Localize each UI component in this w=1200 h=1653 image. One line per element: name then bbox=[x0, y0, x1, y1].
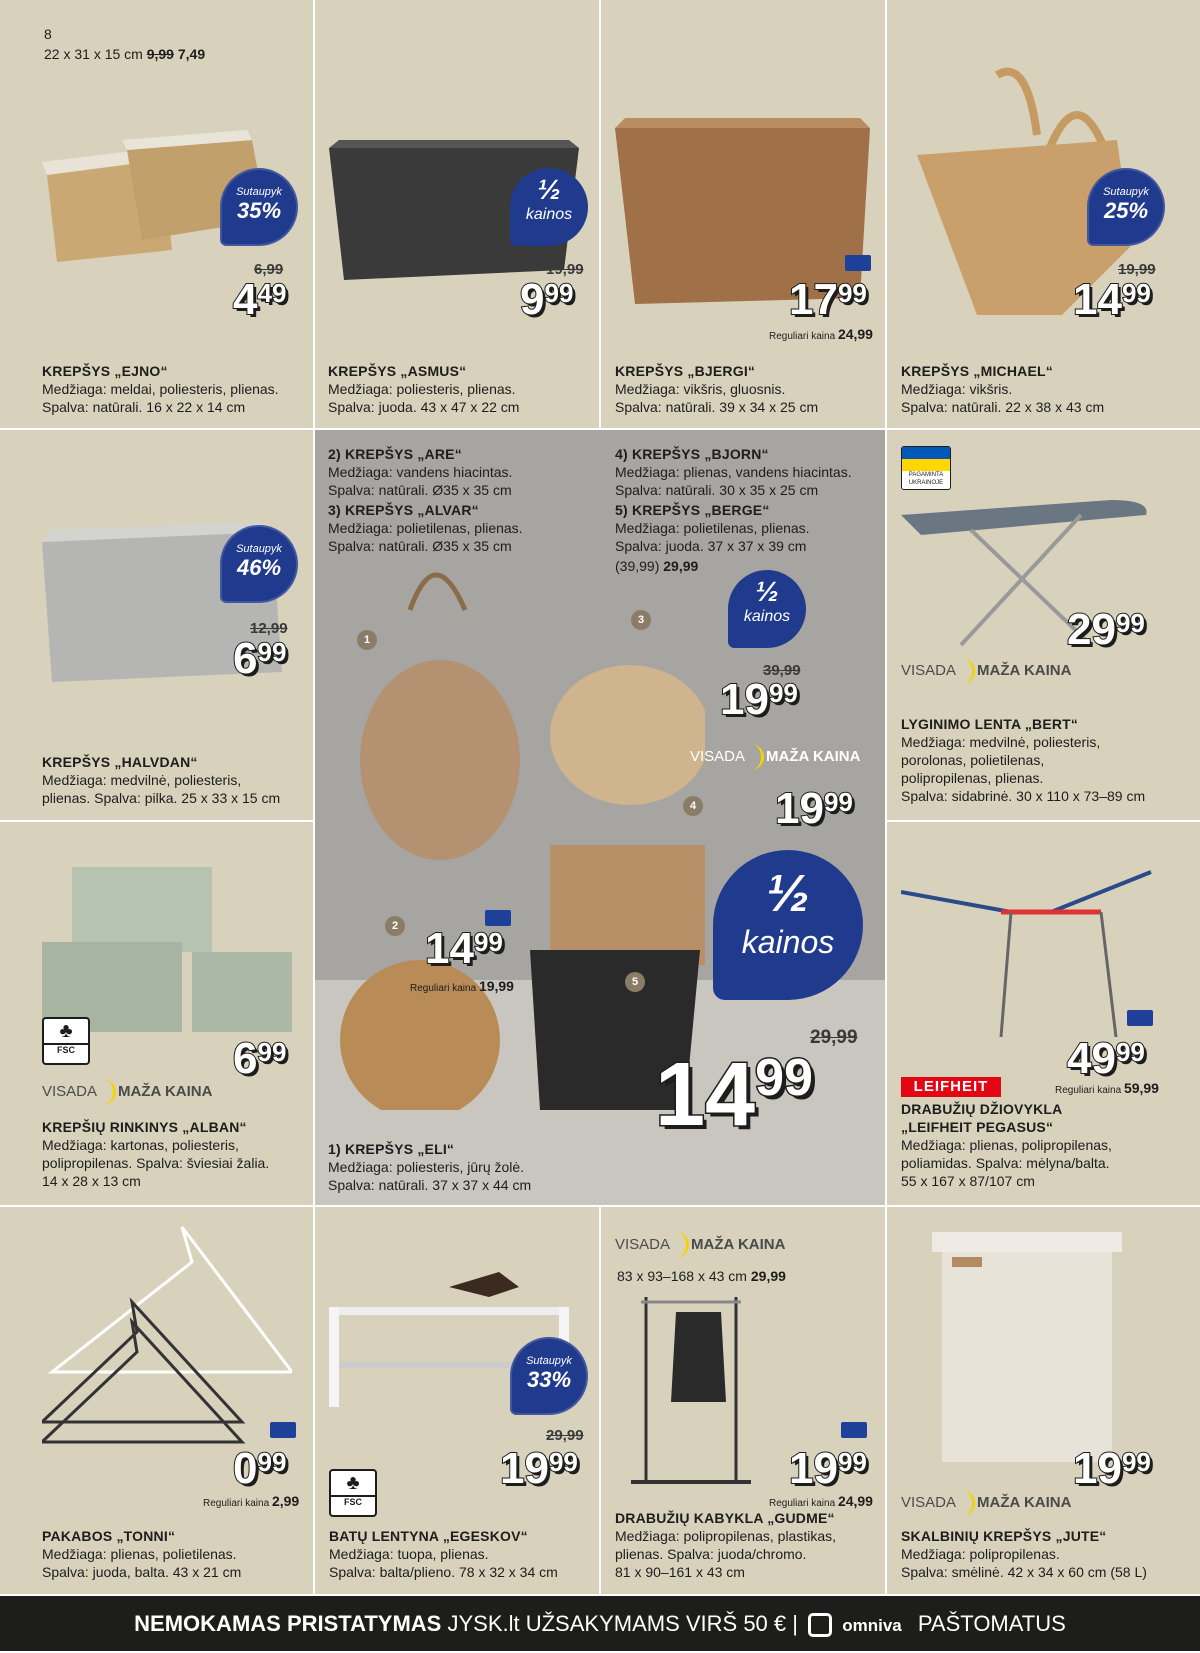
price-cents: 49 bbox=[257, 278, 287, 308]
bjorn-name: 4) KREPŠYS „BJORN“ bbox=[615, 446, 769, 462]
badge-label: Sutaupyk bbox=[236, 186, 282, 198]
price-cents: 99 bbox=[1115, 608, 1145, 638]
price-int: 0 bbox=[233, 1444, 258, 1493]
price-int: 9 bbox=[520, 275, 545, 324]
are-name: 2) KREPŠYS „ARE“ bbox=[328, 446, 462, 462]
regular-price bbox=[1055, 1080, 1159, 1096]
price-cents: 99 bbox=[257, 1447, 287, 1477]
half-fraction: ½ bbox=[766, 865, 810, 923]
footer-brand: omniva bbox=[842, 1616, 902, 1635]
visada-text: VISADA bbox=[901, 661, 957, 679]
badge-percent: 25% bbox=[1103, 198, 1149, 223]
fsc-logo bbox=[329, 1469, 377, 1517]
discount-badge bbox=[220, 168, 298, 246]
product-desc: Medžiaga: plienas, polipropilenas, poliamidas. Spalva: mėlyna/balta. 55 x 167 x 87/107 cm bbox=[901, 1137, 1112, 1189]
price-int: 6 bbox=[233, 634, 258, 683]
clothes-rack-image bbox=[631, 1292, 751, 1502]
price-int: 19 bbox=[1073, 1444, 1122, 1493]
price-cents: 99 bbox=[755, 1049, 813, 1107]
flag-yellow bbox=[902, 459, 950, 471]
price-int: 14 bbox=[425, 924, 474, 973]
eli-desc: Medžiaga: poliesteris, jūrų žolė. Spalva: natūrali. 37 x 37 x 44 cm bbox=[328, 1159, 532, 1193]
price bbox=[1067, 605, 1145, 654]
half-fraction: ½ bbox=[537, 174, 561, 205]
marker-5: 5 bbox=[625, 972, 645, 992]
alvar-desc: Medžiaga: polietilenas, plienas. Spalva: natūrali. Ø35 x 35 cm bbox=[328, 520, 523, 554]
omniva-icon bbox=[808, 1613, 832, 1637]
flag-blue bbox=[902, 447, 950, 459]
leifheit-logo: LEIFHEIT bbox=[901, 1077, 1001, 1097]
price bbox=[1073, 1444, 1151, 1493]
old-price: 29,99 bbox=[546, 1427, 584, 1444]
visada-maza-kaina bbox=[901, 658, 1071, 684]
product-desc: Medžiaga: tuopa, plienas. Spalva: balta/plieno. 78 x 32 x 34 cm bbox=[329, 1546, 558, 1580]
product-name: KREPŠYS „BJERGI“ bbox=[615, 363, 756, 379]
regular-label: Reguliari kaina bbox=[769, 331, 836, 342]
footer-text: JYSK.lt UŽSAKYMAMS VIRŠ 50 € | bbox=[447, 1611, 798, 1636]
price-cents: 99 bbox=[837, 1447, 867, 1477]
price-cents: 99 bbox=[823, 787, 853, 817]
badge-percent: 33% bbox=[526, 1367, 572, 1392]
price-int: 19 bbox=[500, 1444, 549, 1493]
price-int: 49 bbox=[1067, 1034, 1116, 1083]
price-cents: 99 bbox=[1121, 278, 1151, 308]
product-name: KREPŠYS „MICHAEL“ bbox=[901, 363, 1053, 379]
price bbox=[233, 275, 287, 324]
price bbox=[1073, 275, 1151, 324]
price-cents: 99 bbox=[1115, 1037, 1145, 1067]
badge-label: Sutaupyk bbox=[526, 1355, 572, 1367]
price-int: 19 bbox=[789, 1444, 838, 1493]
marker-2: 2 bbox=[385, 916, 405, 936]
cell-alban bbox=[0, 822, 313, 1205]
yellow-arc-icon bbox=[747, 744, 764, 770]
berge-name: 5) KREPŠYS „BERGE“ bbox=[615, 502, 770, 518]
marker-3: 3 bbox=[631, 610, 651, 630]
product-desc: Medžiaga: medvilnė, poliesteris, plienas. Spalva: pilka. 25 x 33 x 15 cm bbox=[42, 772, 281, 806]
product-desc: Medžiaga: vikšris, gluosnis. Spalva: natūrali. 39 x 34 x 25 cm bbox=[615, 381, 819, 415]
drying-rack-image bbox=[901, 862, 1161, 1042]
fsc-text: FSC bbox=[44, 1043, 88, 1055]
product-desc: Medžiaga: plienas, polietilenas. Spalva: juoda, balta. 43 x 21 cm bbox=[42, 1546, 242, 1580]
yellow-arc-icon bbox=[958, 658, 975, 684]
regular-value: 59,99 bbox=[1123, 1080, 1159, 1096]
half-price-badge-small bbox=[728, 570, 806, 648]
cell-asmus bbox=[315, 0, 599, 428]
visada-maza-kaina bbox=[615, 1232, 785, 1258]
variant-line bbox=[617, 1267, 786, 1285]
top-note-new: 7,49 bbox=[177, 46, 206, 62]
card-icon bbox=[270, 1422, 296, 1438]
card-icon bbox=[845, 255, 871, 271]
product-name: KREPŠYS „ASMUS“ bbox=[328, 363, 467, 379]
yellow-arc-icon bbox=[99, 1079, 116, 1105]
are-desc: Medžiaga: vandens hiacintas. Spalva: natūrali. Ø35 x 35 cm bbox=[328, 464, 513, 498]
half-fraction: ½ bbox=[755, 576, 779, 607]
visada-text: VISADA bbox=[42, 1082, 98, 1100]
price-cents: 99 bbox=[544, 278, 574, 308]
bjorn-price bbox=[775, 784, 853, 833]
cell-center-feature bbox=[315, 430, 885, 1205]
badge-label: Sutaupyk bbox=[236, 543, 282, 555]
berge-desc: Medžiaga: polietilenas, plienas. Spalva: juoda. 37 x 37 x 39 cm bbox=[615, 520, 810, 554]
top-note bbox=[44, 46, 205, 62]
cell-bjergi bbox=[601, 0, 885, 428]
price bbox=[789, 275, 867, 324]
maza-kaina-text: MAŽA KAINA bbox=[977, 661, 1072, 679]
product-name: PAKABOS „TONNI“ bbox=[42, 1528, 176, 1544]
top-note-old: 9,99 bbox=[146, 46, 174, 62]
half-price-badge-large bbox=[713, 850, 863, 1000]
eli-price bbox=[655, 1045, 813, 1145]
price bbox=[1067, 1034, 1145, 1083]
product-name: DRABUŽIŲ KABYKLA „GUDME“ bbox=[615, 1510, 835, 1526]
price-int: 19 bbox=[775, 784, 824, 833]
top-note-dims: 22 x 31 x 15 cm bbox=[44, 46, 143, 62]
regular-label: Reguliari kaina bbox=[203, 1498, 270, 1509]
alvar-name: 3) KREPŠYS „ALVAR“ bbox=[328, 502, 479, 518]
berge-new: 29,99 bbox=[663, 558, 699, 574]
page-number: 8 bbox=[44, 26, 52, 42]
visada-maza-kaina bbox=[42, 1079, 212, 1105]
price bbox=[520, 275, 574, 324]
price bbox=[233, 1444, 287, 1493]
maza-kaina-text: MAŽA KAINA bbox=[766, 747, 861, 765]
regular-value: 2,99 bbox=[271, 1493, 300, 1509]
are-regular bbox=[410, 978, 514, 994]
regular-label: Reguliari kaina bbox=[1055, 1085, 1122, 1096]
visada-maza-kaina bbox=[901, 1490, 1071, 1516]
product-desc: Medžiaga: kartonas, poliesteris, polipropilenas. Spalva: šviesiai žalia. 14 x 28 x 13 cm bbox=[42, 1137, 270, 1189]
variant-price: 29,99 bbox=[750, 1268, 786, 1284]
visada-maza-kaina bbox=[690, 744, 860, 770]
old-price: 12,99 bbox=[250, 620, 288, 637]
alvar-old: 39,99 bbox=[763, 662, 801, 679]
product-name: SKALBINIŲ KREPŠYS „JUTE“ bbox=[901, 1528, 1107, 1544]
old-price: 6,99 bbox=[254, 261, 284, 278]
price-int: 17 bbox=[789, 275, 838, 324]
product-desc: Medžiaga: medvilnė, poliesteris, porolonas, polietilenas, polipropilenas, plienas. Spalva: sidabrinė. 30 x 110 x 73–89 cm bbox=[901, 734, 1146, 804]
price bbox=[233, 634, 287, 683]
hangers-image bbox=[42, 1222, 292, 1462]
old-price: 19,99 bbox=[1118, 261, 1156, 278]
price bbox=[500, 1444, 578, 1493]
tree-icon: ♣ bbox=[59, 1020, 73, 1042]
price bbox=[233, 1034, 287, 1083]
price-int: 14 bbox=[655, 1045, 756, 1145]
half-kainos: kainos bbox=[525, 206, 573, 223]
discount-badge bbox=[1087, 168, 1165, 246]
fsc-text: FSC bbox=[331, 1495, 375, 1507]
regular-price bbox=[769, 1493, 873, 1509]
bjorn-desc: Medžiaga: plienas, vandens hiacintas. Spalva: natūrali. 30 x 35 x 25 cm bbox=[615, 464, 852, 498]
variant-dims: 83 x 93–168 x 43 cm bbox=[617, 1268, 747, 1284]
eli-old: 29,99 bbox=[810, 1027, 858, 1048]
footer-bold: NEMOKAMAS PRISTATYMAS bbox=[134, 1611, 442, 1636]
half-kainos: kainos bbox=[743, 608, 791, 625]
laundry-basket-image bbox=[927, 1222, 1127, 1472]
discount-badge bbox=[220, 525, 298, 603]
product-name: KREPŠYS „HALVDAN“ bbox=[42, 754, 198, 770]
product-desc: Medžiaga: polipropilenas. Spalva: smėlinė. 42 x 34 x 60 cm (58 L) bbox=[901, 1546, 1147, 1580]
maza-kaina-text: MAŽA KAINA bbox=[977, 1493, 1072, 1511]
old-price: 19,99 bbox=[546, 261, 584, 278]
cell-jute bbox=[887, 1207, 1200, 1594]
price-cents: 99 bbox=[257, 637, 287, 667]
cell-ejno bbox=[0, 0, 313, 428]
regular-label: Reguliari kaina bbox=[769, 1498, 836, 1509]
tree-icon: ♣ bbox=[346, 1472, 360, 1494]
visada-text: VISADA bbox=[901, 1493, 957, 1511]
price-int: 14 bbox=[1073, 275, 1122, 324]
footer-tail: PAŠTOMATUS bbox=[917, 1611, 1066, 1636]
berge-old: (39,99) bbox=[615, 558, 660, 574]
cell-pegasus bbox=[887, 822, 1200, 1205]
product-name: DRABUŽIŲ DŽIOVYKLA „LEIFHEIT PEGASUS“ bbox=[901, 1101, 1063, 1135]
footer-banner bbox=[0, 1596, 1200, 1651]
regular-price bbox=[203, 1493, 299, 1509]
price-int: 19 bbox=[720, 675, 769, 724]
badge-percent: 35% bbox=[236, 198, 282, 223]
price-cents: 99 bbox=[1121, 1447, 1151, 1477]
price-cents: 99 bbox=[548, 1447, 578, 1477]
regular-value: 24,99 bbox=[837, 1493, 873, 1509]
product-name: KREPŠYS „EJNO“ bbox=[42, 363, 168, 379]
card-icon bbox=[841, 1422, 867, 1438]
cell-gudme bbox=[601, 1207, 885, 1594]
yellow-arc-icon bbox=[672, 1232, 689, 1258]
product-desc: Medžiaga: vikšris. Spalva: natūrali. 22 x 38 x 43 cm bbox=[901, 381, 1105, 415]
fsc-logo bbox=[42, 1017, 90, 1065]
half-kainos: kainos bbox=[741, 924, 835, 960]
discount-badge bbox=[510, 1337, 588, 1415]
price-int: 29 bbox=[1067, 605, 1116, 654]
maza-kaina-text: MAŽA KAINA bbox=[118, 1082, 213, 1100]
marker-4: 4 bbox=[683, 796, 703, 816]
made-in-label: PAGAMINTA UKRAINOJE bbox=[908, 472, 944, 486]
regular-value: 19,99 bbox=[478, 978, 514, 994]
product-name: LYGINIMO LENTA „BERT“ bbox=[901, 716, 1079, 732]
product-name: BATŲ LENTYNA „EGESKOV“ bbox=[329, 1528, 528, 1544]
baskets-image bbox=[325, 550, 705, 1110]
price-cents: 99 bbox=[257, 1037, 287, 1067]
badge-label: Sutaupyk bbox=[1103, 186, 1149, 198]
eli-name: 1) KREPŠYS „ELI“ bbox=[328, 1141, 455, 1157]
maza-kaina-text: MAŽA KAINA bbox=[691, 1235, 786, 1253]
price-int: 4 bbox=[233, 275, 258, 324]
product-desc: Medžiaga: meldai, poliesteris, plienas. Spalva: natūrali. 16 x 22 x 14 cm bbox=[42, 381, 279, 415]
half-price-badge bbox=[510, 168, 588, 246]
cell-bert bbox=[887, 430, 1200, 820]
price-cents: 99 bbox=[837, 278, 867, 308]
price-int: 6 bbox=[233, 1034, 258, 1083]
badge-percent: 46% bbox=[236, 555, 282, 580]
cell-egeskov bbox=[315, 1207, 599, 1594]
regular-value: 24,99 bbox=[837, 326, 873, 342]
product-name: KREPŠIŲ RINKINYS „ALBAN“ bbox=[42, 1119, 247, 1135]
card-icon bbox=[1127, 1010, 1153, 1026]
alvar-price bbox=[720, 675, 798, 724]
price bbox=[789, 1444, 867, 1493]
are-price bbox=[425, 924, 503, 973]
product-desc: Medžiaga: polipropilenas, plastikas, plienas. Spalva: juoda/chromo. 81 x 90–161 x 43 cm bbox=[615, 1528, 837, 1580]
regular-label: Reguliari kaina bbox=[410, 983, 477, 994]
visada-text: VISADA bbox=[615, 1235, 671, 1253]
cell-michael bbox=[887, 0, 1200, 428]
alban-boxes-image bbox=[42, 862, 292, 1042]
marker-1: 1 bbox=[357, 630, 377, 650]
cell-tonni bbox=[0, 1207, 313, 1594]
yellow-arc-icon bbox=[958, 1490, 975, 1516]
regular-price bbox=[769, 326, 873, 342]
price-cents: 99 bbox=[768, 678, 798, 708]
product-desc: Medžiaga: poliesteris, plienas. Spalva: juoda. 43 x 47 x 22 cm bbox=[328, 381, 520, 415]
visada-text: VISADA bbox=[690, 747, 746, 765]
card-icon bbox=[485, 910, 511, 926]
cell-halvdan bbox=[0, 430, 313, 820]
price-cents: 99 bbox=[473, 927, 503, 957]
